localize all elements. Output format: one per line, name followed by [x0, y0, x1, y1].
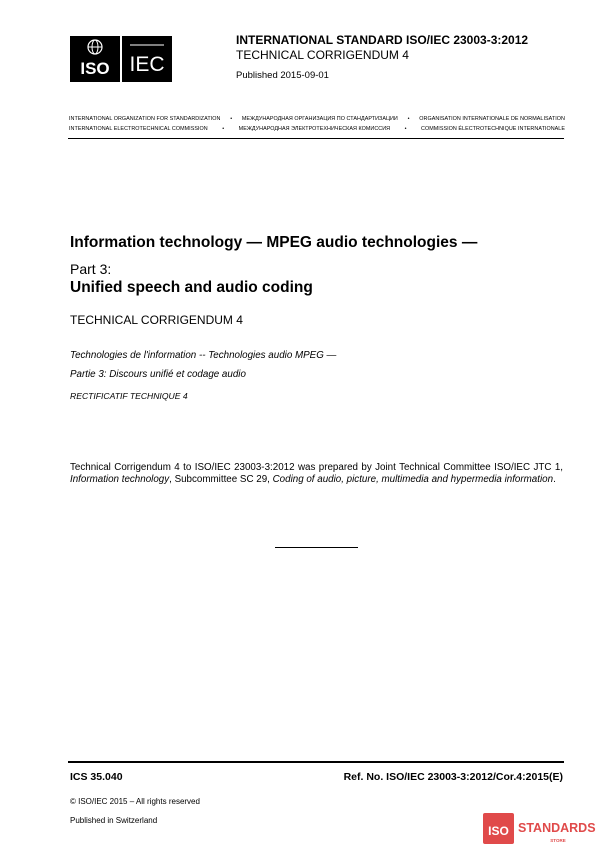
watermark-label: STANDARDS	[518, 821, 596, 835]
part-title: Unified speech and audio coding	[70, 279, 313, 296]
org-bullet: •	[404, 126, 407, 132]
watermark-iso-text: ISO	[488, 824, 509, 838]
copyright-notice: © ISO/IEC 2015 – All rights reserved	[70, 797, 200, 806]
french-corrigendum: RECTIFICATIF TECHNIQUE 4	[70, 391, 188, 401]
published-date: Published 2015-09-01	[236, 70, 329, 81]
body-italic-2: Coding of audio, picture, multimedia and hypermedia information	[272, 474, 554, 486]
corrigendum-title: TECHNICAL CORRIGENDUM 4	[236, 48, 409, 62]
org-iec-fr: COMMISSION ÉLECTROTECHNIQUE INTERNATIONALE	[421, 126, 565, 132]
body-paragraph	[70, 462, 563, 487]
org-iso-ru: МЕЖДУНАРОДНАЯ ОРГАНИЗАЦИЯ ПО СТАНДАРТИЗАЦИИ	[241, 116, 398, 122]
standard-title: INTERNATIONAL STANDARD ISO/IEC 23003-3:2012	[236, 33, 529, 47]
french-part-title: Partie 3: Discours unifié et codage audio	[70, 369, 246, 380]
org-bullet: •	[222, 126, 225, 132]
body-italic-1: Information technology	[70, 474, 170, 486]
french-title: Technologies de l'information -- Technologies audio MPEG —	[70, 350, 337, 361]
watermark-sub: STORE	[550, 838, 566, 843]
main-title: Information technology — MPEG audio technologies —	[70, 234, 478, 251]
standards-store-watermark	[480, 808, 600, 849]
body-text-2: , Subcommittee SC 29,	[169, 474, 273, 486]
org-bullet: •	[230, 116, 233, 122]
org-iso-fr: ORGANISATION INTERNATIONALE DE NORMALISATION	[419, 116, 565, 122]
body-text-1: Technical Corrigendum 4 to ISO/IEC 23003-3:2012 was prepared by Joint Technical Committee ISO/IEC JTC 1,	[70, 462, 563, 473]
published-location: Published in Switzerland	[70, 816, 158, 825]
reference-number: Ref. No. ISO/IEC 23003-3:2012/Cor.4:2015(E)	[343, 771, 563, 783]
header-divider	[68, 138, 564, 139]
iec-logo-text: IEC	[129, 53, 165, 76]
org-iec-ru: МЕЖДУНАРОДНАЯ ЭЛЕКТРОТЕХНИЧЕСКАЯ КОМИССИЯ	[238, 126, 391, 132]
body-text-3: .	[553, 474, 556, 486]
ics-code: ICS 35.040	[70, 771, 123, 783]
org-iso-en: INTERNATIONAL ORGANIZATION FOR STANDARDIZATION	[69, 116, 221, 122]
organization-row-1	[69, 116, 565, 122]
org-iec-en: INTERNATIONAL ELECTROTECHNICAL COMMISSION	[69, 126, 208, 132]
iso-logo-text: ISO	[80, 59, 110, 78]
iec-logo	[122, 36, 172, 82]
org-bullet: •	[407, 116, 410, 122]
organization-row-2	[69, 126, 565, 132]
iso-logo	[70, 36, 120, 82]
part-label: Part 3:	[70, 261, 112, 277]
end-rule	[275, 547, 358, 548]
footer-divider	[68, 761, 564, 763]
corrigendum-heading: TECHNICAL CORRIGENDUM 4	[70, 313, 243, 327]
